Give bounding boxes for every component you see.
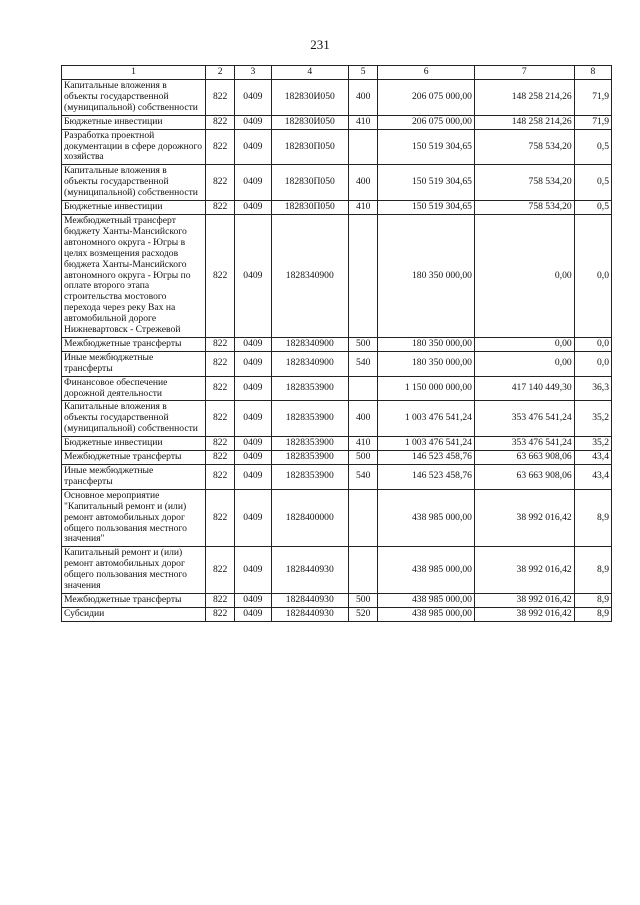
row-expense-kind-cell: 500 [349, 593, 378, 607]
row-section-code-cell: 0409 [235, 465, 271, 490]
row-admin-code-cell: 822 [206, 607, 235, 621]
row-section-code-cell: 0409 [235, 607, 271, 621]
row-planned-amount-cell: 438 985 000,00 [378, 547, 475, 594]
row-name-cell: Бюджетные инвестиции [62, 437, 206, 451]
row-name-cell: Межбюджетные трансферты [62, 337, 206, 351]
column-header: 3 [235, 66, 271, 80]
row-percent-cell: 0,5 [574, 129, 611, 165]
row-name-cell: Иные межбюджетные трансферты [62, 465, 206, 490]
row-executed-amount-cell: 353 476 541,24 [474, 437, 574, 451]
row-name-cell: Межбюджетные трансферты [62, 451, 206, 465]
row-name-cell: Иные межбюджетные трансферты [62, 351, 206, 376]
column-header: 4 [271, 66, 349, 80]
column-header: 2 [206, 66, 235, 80]
row-name-cell: Капитальные вложения в объекты государственной (муниципальной) собственности [62, 401, 206, 437]
row-name-cell: Субсидии [62, 607, 206, 621]
row-section-code-cell: 0409 [235, 376, 271, 401]
row-admin-code-cell: 822 [206, 80, 235, 116]
row-section-code-cell: 0409 [235, 547, 271, 594]
row-admin-code-cell: 822 [206, 451, 235, 465]
row-executed-amount-cell: 758 534,20 [474, 201, 574, 215]
table-row [62, 489, 612, 547]
table-row [62, 351, 612, 376]
row-target-code-cell: 1828353900 [271, 376, 349, 401]
row-planned-amount-cell: 146 523 458,76 [378, 465, 475, 490]
table-row [62, 80, 612, 116]
row-expense-kind-cell: 540 [349, 351, 378, 376]
row-executed-amount-cell: 63 663 908,06 [474, 451, 574, 465]
column-header: 8 [574, 66, 611, 80]
row-name-cell: Капитальные вложения в объекты государственной (муниципальной) собственности [62, 165, 206, 201]
row-admin-code-cell: 822 [206, 547, 235, 594]
row-planned-amount-cell: 206 075 000,00 [378, 115, 475, 129]
table-row [62, 214, 612, 337]
row-section-code-cell: 0409 [235, 80, 271, 116]
row-expense-kind-cell: 500 [349, 451, 378, 465]
row-executed-amount-cell: 758 534,20 [474, 165, 574, 201]
row-target-code-cell: 1828353900 [271, 451, 349, 465]
row-percent-cell: 0,0 [574, 351, 611, 376]
row-expense-kind-cell [349, 129, 378, 165]
row-name-cell: Капитальный ремонт и (или) ремонт автомобильных дорог общего пользования местного значения [62, 547, 206, 594]
row-expense-kind-cell: 410 [349, 201, 378, 215]
row-target-code-cell: 1828353900 [271, 401, 349, 437]
row-section-code-cell: 0409 [235, 451, 271, 465]
row-planned-amount-cell: 438 985 000,00 [378, 593, 475, 607]
row-planned-amount-cell: 1 150 000 000,00 [378, 376, 475, 401]
table-header-row [62, 66, 612, 80]
table-row [62, 337, 612, 351]
row-section-code-cell: 0409 [235, 593, 271, 607]
row-target-code-cell: 182830П050 [271, 201, 349, 215]
row-target-code-cell: 182830И050 [271, 115, 349, 129]
row-target-code-cell: 182830И050 [271, 80, 349, 116]
row-planned-amount-cell: 180 350 000,00 [378, 214, 475, 337]
row-percent-cell: 43,4 [574, 451, 611, 465]
table-body [62, 80, 612, 622]
row-admin-code-cell: 822 [206, 437, 235, 451]
row-executed-amount-cell: 758 534,20 [474, 129, 574, 165]
column-header: 5 [349, 66, 378, 80]
row-planned-amount-cell: 150 519 304,65 [378, 165, 475, 201]
row-section-code-cell: 0409 [235, 214, 271, 337]
row-target-code-cell: 1828400000 [271, 489, 349, 547]
row-percent-cell: 8,9 [574, 593, 611, 607]
row-percent-cell: 36,3 [574, 376, 611, 401]
table-row [62, 607, 612, 621]
row-executed-amount-cell: 63 663 908,06 [474, 465, 574, 490]
row-expense-kind-cell [349, 489, 378, 547]
row-planned-amount-cell: 146 523 458,76 [378, 451, 475, 465]
row-admin-code-cell: 822 [206, 165, 235, 201]
row-percent-cell: 71,9 [574, 80, 611, 116]
row-section-code-cell: 0409 [235, 165, 271, 201]
row-percent-cell: 0,0 [574, 337, 611, 351]
row-percent-cell: 35,2 [574, 401, 611, 437]
row-executed-amount-cell: 353 476 541,24 [474, 401, 574, 437]
table-row [62, 451, 612, 465]
row-admin-code-cell: 822 [206, 489, 235, 547]
row-target-code-cell: 1828440930 [271, 607, 349, 621]
row-section-code-cell: 0409 [235, 437, 271, 451]
row-admin-code-cell: 822 [206, 401, 235, 437]
row-section-code-cell: 0409 [235, 351, 271, 376]
row-name-cell: Межбюджетные трансферты [62, 593, 206, 607]
row-admin-code-cell: 822 [206, 214, 235, 337]
row-admin-code-cell: 822 [206, 129, 235, 165]
row-expense-kind-cell: 400 [349, 165, 378, 201]
table-row [62, 376, 612, 401]
row-section-code-cell: 0409 [235, 115, 271, 129]
row-percent-cell: 8,9 [574, 547, 611, 594]
row-name-cell: Основное мероприятие "Капитальный ремонт и (или) ремонт автомобильных дорог общего пользования местного значения" [62, 489, 206, 547]
row-target-code-cell: 1828353900 [271, 465, 349, 490]
row-target-code-cell: 1828340900 [271, 351, 349, 376]
row-expense-kind-cell: 500 [349, 337, 378, 351]
row-target-code-cell: 1828340900 [271, 337, 349, 351]
row-expense-kind-cell [349, 214, 378, 337]
row-planned-amount-cell: 150 519 304,65 [378, 201, 475, 215]
row-section-code-cell: 0409 [235, 337, 271, 351]
row-executed-amount-cell: 148 258 214,26 [474, 115, 574, 129]
row-planned-amount-cell: 438 985 000,00 [378, 489, 475, 547]
row-executed-amount-cell: 417 140 449,30 [474, 376, 574, 401]
page-number: 231 [310, 37, 330, 52]
row-executed-amount-cell: 38 992 016,42 [474, 547, 574, 594]
column-header: 6 [378, 66, 475, 80]
table-row [62, 129, 612, 165]
row-target-code-cell: 182830П050 [271, 165, 349, 201]
row-expense-kind-cell: 400 [349, 401, 378, 437]
row-executed-amount-cell: 38 992 016,42 [474, 607, 574, 621]
row-expense-kind-cell [349, 547, 378, 594]
row-expense-kind-cell [349, 376, 378, 401]
row-name-cell: Межбюджетный трансферт бюджету Ханты-Мансийского автономного округа - Югры в целях возмещения расходов бюджета Ханты-Мансийского автономного округа - Югры по оплате второго этапа строительства мостового перехода через реку Вах на автомобильной дороге Нижневартовск - Стрежевой [62, 214, 206, 337]
row-planned-amount-cell: 180 350 000,00 [378, 337, 475, 351]
row-planned-amount-cell: 1 003 476 541,24 [378, 437, 475, 451]
row-section-code-cell: 0409 [235, 201, 271, 215]
row-admin-code-cell: 822 [206, 465, 235, 490]
row-executed-amount-cell: 0,00 [474, 214, 574, 337]
row-admin-code-cell: 822 [206, 376, 235, 401]
row-section-code-cell: 0409 [235, 489, 271, 547]
row-name-cell: Разработка проектной документации в сфере дорожного хозяйства [62, 129, 206, 165]
row-percent-cell: 0,5 [574, 201, 611, 215]
row-planned-amount-cell: 206 075 000,00 [378, 80, 475, 116]
row-admin-code-cell: 822 [206, 115, 235, 129]
row-percent-cell: 8,9 [574, 607, 611, 621]
row-percent-cell: 35,2 [574, 437, 611, 451]
row-section-code-cell: 0409 [235, 129, 271, 165]
row-name-cell: Бюджетные инвестиции [62, 115, 206, 129]
row-target-code-cell: 1828440930 [271, 547, 349, 594]
row-planned-amount-cell: 150 519 304,65 [378, 129, 475, 165]
row-admin-code-cell: 822 [206, 337, 235, 351]
row-target-code-cell: 1828440930 [271, 593, 349, 607]
row-executed-amount-cell: 38 992 016,42 [474, 593, 574, 607]
row-expense-kind-cell: 400 [349, 80, 378, 116]
row-planned-amount-cell: 1 003 476 541,24 [378, 401, 475, 437]
table-row [62, 401, 612, 437]
table-row [62, 547, 612, 594]
row-percent-cell: 8,9 [574, 489, 611, 547]
row-planned-amount-cell: 438 985 000,00 [378, 607, 475, 621]
row-expense-kind-cell: 410 [349, 115, 378, 129]
row-planned-amount-cell: 180 350 000,00 [378, 351, 475, 376]
column-header: 7 [474, 66, 574, 80]
table-row [62, 437, 612, 451]
row-percent-cell: 71,9 [574, 115, 611, 129]
row-percent-cell: 0,0 [574, 214, 611, 337]
row-executed-amount-cell: 0,00 [474, 337, 574, 351]
row-expense-kind-cell: 410 [349, 437, 378, 451]
row-percent-cell: 0,5 [574, 165, 611, 201]
row-admin-code-cell: 822 [206, 351, 235, 376]
row-executed-amount-cell: 0,00 [474, 351, 574, 376]
row-name-cell: Финансовое обеспечение дорожной деятельности [62, 376, 206, 401]
row-admin-code-cell: 822 [206, 593, 235, 607]
row-target-code-cell: 1828340900 [271, 214, 349, 337]
row-expense-kind-cell: 520 [349, 607, 378, 621]
row-admin-code-cell: 822 [206, 201, 235, 215]
table-row [62, 115, 612, 129]
row-executed-amount-cell: 148 258 214,26 [474, 80, 574, 116]
row-executed-amount-cell: 38 992 016,42 [474, 489, 574, 547]
table-row [62, 201, 612, 215]
budget-table [61, 65, 612, 622]
row-expense-kind-cell: 540 [349, 465, 378, 490]
row-section-code-cell: 0409 [235, 401, 271, 437]
row-name-cell: Бюджетные инвестиции [62, 201, 206, 215]
table-row [62, 465, 612, 490]
row-target-code-cell: 1828353900 [271, 437, 349, 451]
table-row [62, 165, 612, 201]
row-target-code-cell: 182830П050 [271, 129, 349, 165]
column-header: 1 [62, 66, 206, 80]
row-percent-cell: 43,4 [574, 465, 611, 490]
row-name-cell: Капитальные вложения в объекты государственной (муниципальной) собственности [62, 80, 206, 116]
table-row [62, 593, 612, 607]
